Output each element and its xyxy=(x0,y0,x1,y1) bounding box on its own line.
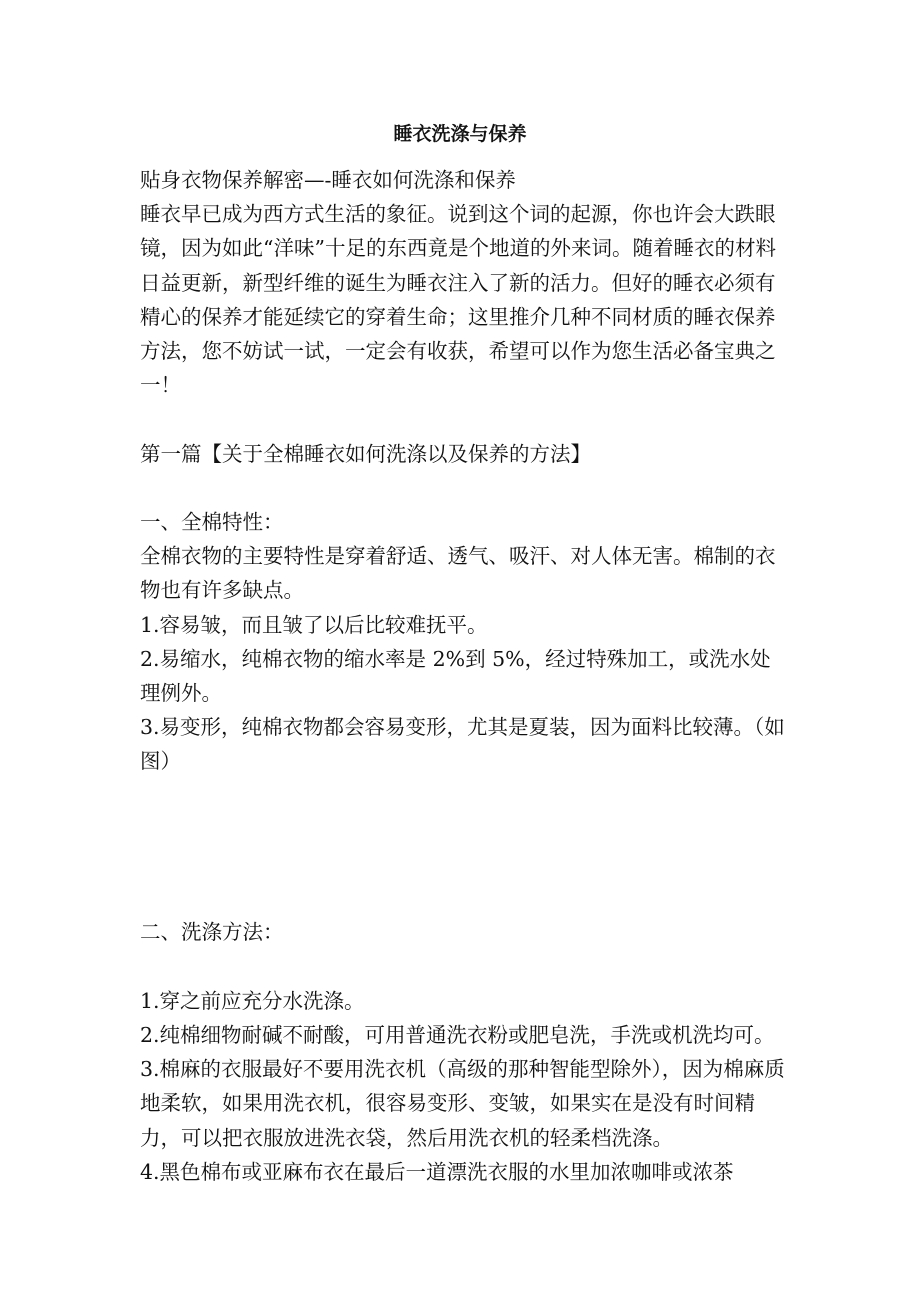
document-title: 睡衣洗涤与保养 xyxy=(393,123,527,145)
section-heading: 一、全棉特性： xyxy=(140,510,284,534)
section-heading: 二、洗涤方法： xyxy=(140,920,284,945)
list-item: 4.黑色棉布或亚麻布衣在最后一道漂洗衣服的水里加浓咖啡或浓茶 xyxy=(140,1159,734,1184)
image-placeholder-area xyxy=(140,779,790,916)
list-item: 2.纯棉细物耐碱不耐酸，可用普通洗衣粉或肥皂洗，手洗或机洗均可。 xyxy=(140,1023,775,1048)
list-item: 3.易变形，纯棉衣物都会容易变形，尤其是夏装，因为面料比较薄。（如图） xyxy=(140,715,785,774)
list-item: 3.棉麻的衣服最好不要用洗衣机（高级的那种智能型除外），因为棉麻质地柔软，如果用洗衣机，很容易变形、变皱，如果实在是没有时间精力，可以把衣服放进洗衣袋，然后用洗衣机的轻柔档洗涤。 xyxy=(140,1057,785,1150)
subtitle: 贴身衣物保养解密—-睡衣如何洗涤和保养 xyxy=(140,168,516,192)
list-item: 1.容易皱，而且皱了以后比较难抚平。 xyxy=(140,612,488,637)
intro-paragraph: 睡衣早已成为西方式生活的象征。说到这个词的起源，你也许会大跌眼镜，因为如此“洋味”十足的东西竟是个地道的外来词。随着睡衣的材料日益更新，新型纤维的诞生为睡衣注入了新的活力。但好的睡衣必须有精心的保养才能延续它的穿着生命；这里推介几种不同材质的睡衣保养方法，您不妨试一试，一定会有收获，希望可以作为您生活必备宝典之一！ xyxy=(140,202,776,398)
section-intro: 全棉衣物的主要特性是穿着舒适、透气、吸汗、对人体无害。棉制的衣物也有许多缺点。 xyxy=(140,544,776,603)
document-body xyxy=(140,163,790,1189)
chapter-heading: 第一篇【关于全棉睡衣如何洗涤以及保养的方法】 xyxy=(140,441,591,466)
list-item: 2.易缩水，纯棉衣物的缩水率是 2%到 5%，经过特殊加工，或洗水处理例外。 xyxy=(140,646,771,706)
spacer xyxy=(140,402,790,436)
spacer xyxy=(140,471,790,505)
spacer xyxy=(140,950,790,984)
list-item: 1.穿之前应充分水洗涤。 xyxy=(140,988,365,1013)
